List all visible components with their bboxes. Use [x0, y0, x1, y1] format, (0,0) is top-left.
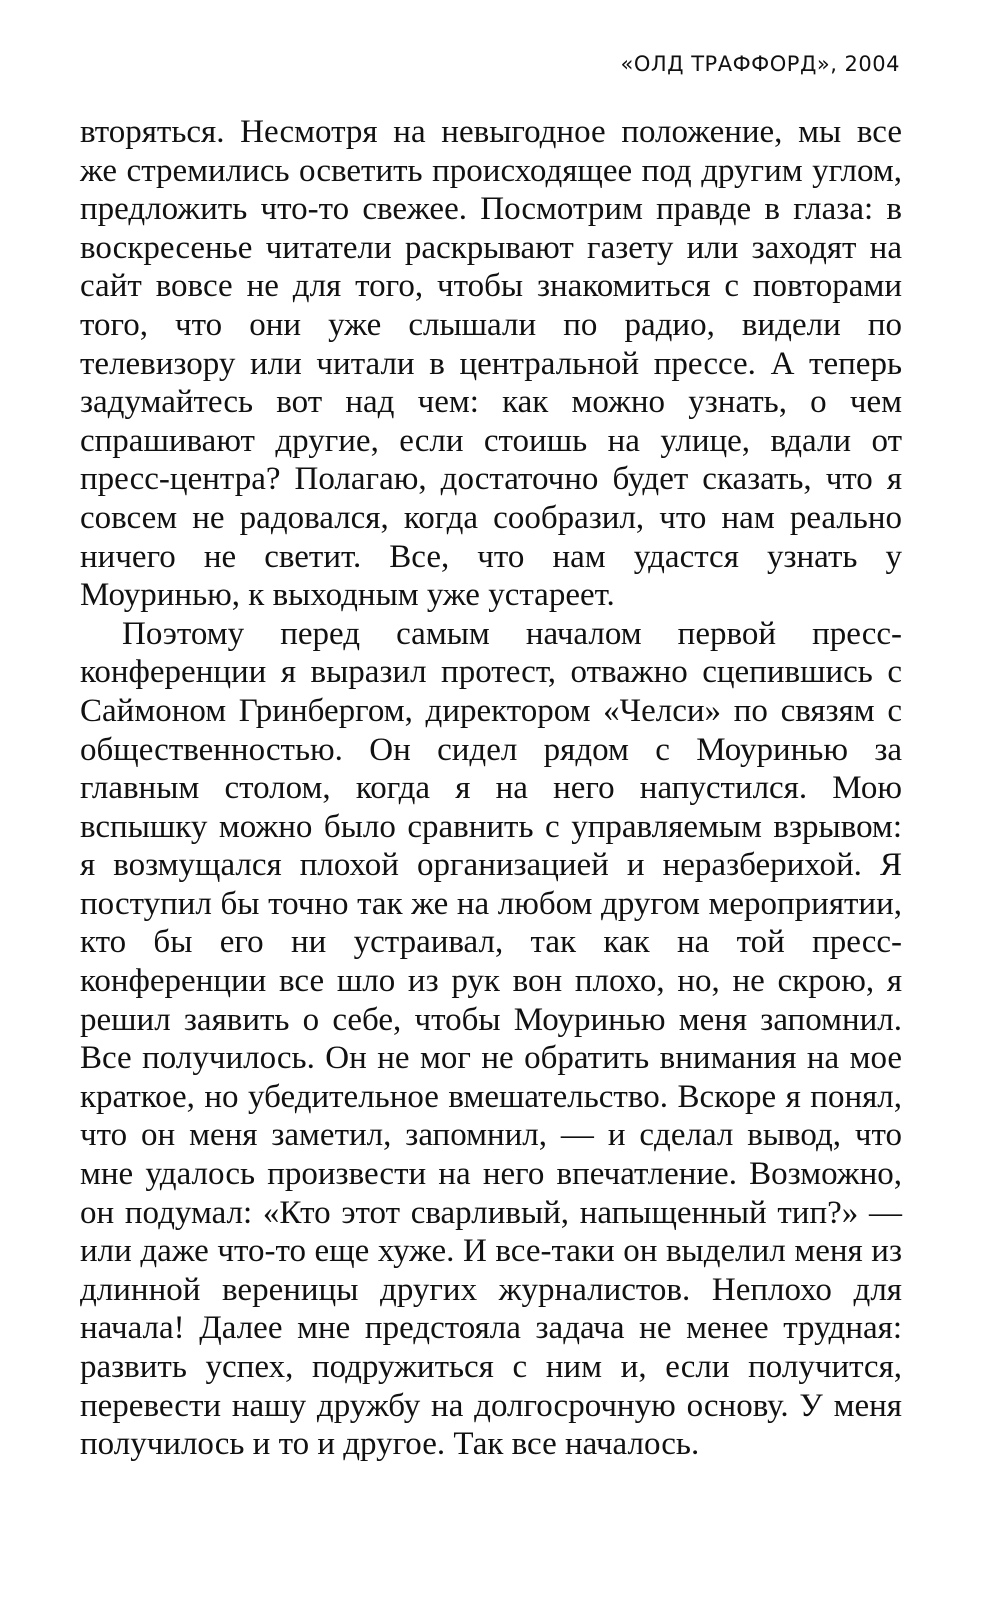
paragraph-press-conference: Поэтому перед самым началом первой пресс-конференции я выразил протест, отважно сцепившись с Саймоном Гринбергом, директором «Челси» по связям с общественностью. Он сидел рядом с Моуринью за главным столом, когда я на него напустился. Мою вспышку можно было сравнить с управляемым взрывом: я возмущался плохой организацией и неразберихой. Я поступил бы точно так же на любом другом мероприятии, кто бы его ни устраивал, так как на той пресс-конференции все шло из рук вон плохо, но, не скрою, я решил заявить о себе, чтобы Моуринью меня запомнил. Все получилось. Он не мог не обратить внимания на мое краткое, но убедительное вмешательство. Вскоре я понял, что он меня заметил, запомнил, — и сделал вывод, что мне удалось произвести на него впечатление. Возможно, он подумал: «Кто этот сварливый, напыщенный тип?» — или даже что-то еще хуже. И все-таки он выделил меня из длинной вереницы других журналистов. Неплохо для начала! Далее мне предстояла задача не менее трудная: развить успех, подружиться с ним и, если получится, перевести нашу дружбу на долгосрочную основу. У меня получилось и то и другое. Так все началось. — [80, 615, 902, 1463]
running-header: «ОЛД ТРАФФОРД», 2004 — [620, 52, 900, 76]
paragraph-continued: вторяться. Несмотря на невыгодное положение, мы все же стремились осветить происходящее под другим углом, предложить что-то свежее. Посмотрим правде в глаза: в воскресенье читатели раскрывают газету или заходят на сайт вовсе не для того, чтобы знакомиться с повторами того, что они уже слышали по радио, видели по телевизору или читали в центральной прессе. А теперь задумайтесь вот над чем: как можно узнать, о чем спрашивают другие, если стоишь на улице, вдали от пресс-центра? Полагаю, достаточно будет сказать, что я совсем не радовался, когда сообразил, что нам реально ничего не светит. Все, что нам удастся узнать у Моуринью, к выходным уже устареет. — [80, 114, 902, 614]
body-text — [80, 113, 902, 1464]
